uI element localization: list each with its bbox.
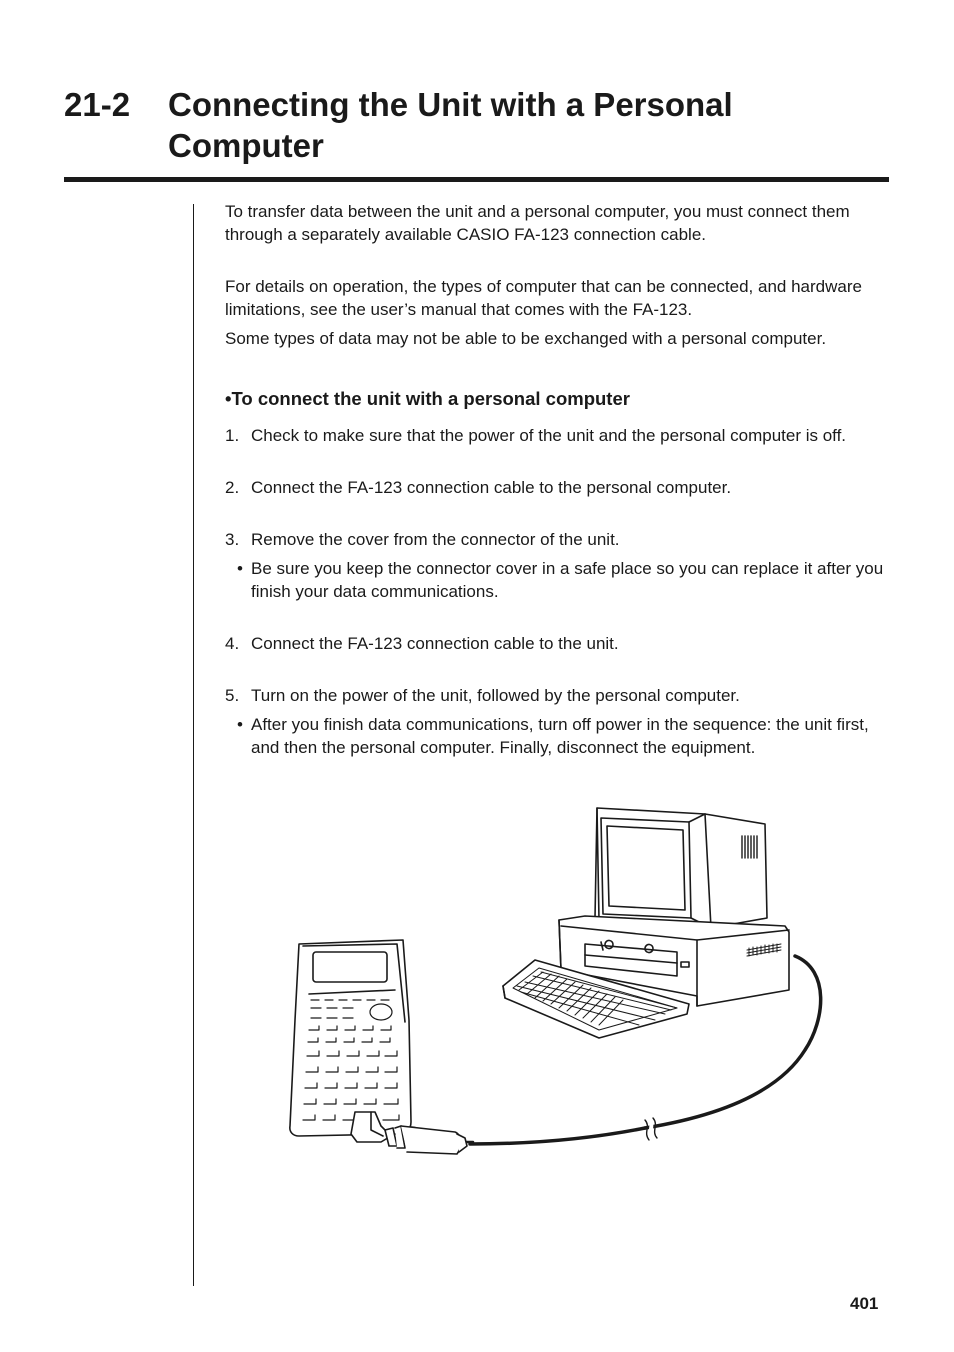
section-number: 21-2 (64, 86, 131, 123)
heading-rule (64, 177, 889, 182)
intro-paragraph-3: Some types of data may not be able to be exchanged with a personal computer. (225, 329, 827, 348)
connection-cable-illustration (351, 1112, 473, 1154)
step-text: Connect the FA-123 connection cable to the unit. (251, 634, 619, 653)
intro-paragraph-1: To transfer data between the unit and a personal computer, you must connect them through a separately available CASIO FA-123 connection cable. (225, 202, 850, 244)
bullet: • (237, 559, 243, 578)
bullet: • (237, 715, 243, 734)
step-number: 3. (225, 530, 240, 549)
step-1 (225, 424, 895, 447)
step-4 (225, 632, 895, 655)
section-title: Connecting the Unit with a Personal Computer (168, 86, 733, 164)
step-3 (225, 528, 895, 551)
step-number: 1. (225, 426, 240, 445)
step-number: 2. (225, 478, 240, 497)
margin-rule (193, 204, 194, 1286)
step-2 (225, 476, 895, 499)
page-number: 401 (850, 1294, 879, 1313)
step-5-note (225, 713, 895, 759)
step-3-note (225, 557, 895, 603)
intro-paragraph-2: For details on operation, the types of computer that can be connected, and hardware limitations, see the user’s manual that comes with the FA-123. (225, 277, 862, 319)
step-text: Connect the FA-123 connection cable to the personal computer. (251, 478, 732, 497)
step-number: 4. (225, 634, 240, 653)
step-5 (225, 684, 895, 707)
calculator-illustration (290, 940, 411, 1136)
step-text: Check to make sure that the power of the unit and the personal computer is off. (251, 426, 847, 445)
note-text: After you finish data communications, turn off power in the sequence: the unit first, and then the personal computer. Finally, disconnect the equipment. (251, 715, 869, 757)
connection-illustration (285, 800, 845, 1175)
body-content (225, 200, 895, 759)
step-text: Turn on the power of the unit, followed by the personal computer. (251, 686, 740, 705)
procedure-heading: •To connect the unit with a personal computer (225, 388, 630, 409)
note-text: Be sure you keep the connector cover in a safe place so you can replace it after you finish your data communications. (251, 559, 884, 601)
step-text: Remove the cover from the connector of the unit. (251, 530, 620, 549)
step-number: 5. (225, 686, 240, 705)
personal-computer-illustration (470, 808, 821, 1144)
